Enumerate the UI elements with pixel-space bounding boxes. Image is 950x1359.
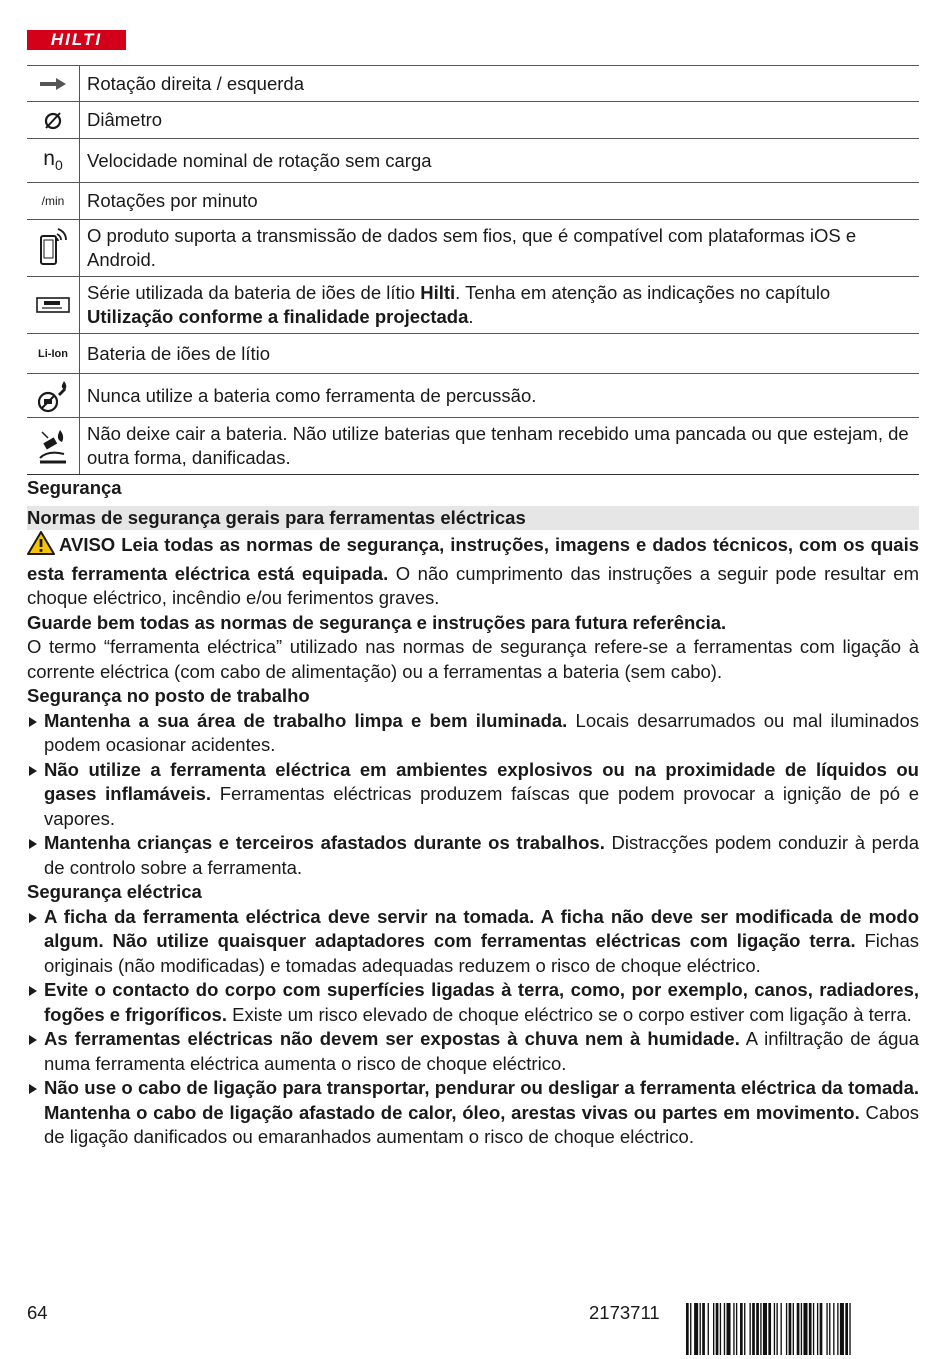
symbol-row — [27, 102, 919, 139]
symbol-description: Diâmetro — [80, 102, 920, 139]
symbol-row — [27, 374, 919, 418]
warning-paragraph: AVISO Leia todas as normas de segurança, instruções, imagens e dados técnicos, com os quais esta ferramenta eléctrica está equipada. O não cumprimento das instruções a seguir pode resultar em choque eléctrico, incêndio e/ou ferimentos graves. — [27, 531, 919, 611]
workplace-title: Segurança no posto de trabalho — [27, 685, 310, 706]
subsection-title: Normas de segurança gerais para ferramentas eléctricas — [27, 506, 919, 531]
symbol-row — [27, 220, 919, 277]
bullet-triangle-icon — [29, 839, 37, 849]
symbol-description: Série utilizada da bateria de iões de lítio Hilti. Tenha em atenção as indicações no capítulo Utilização conforme a finalidade projectada. — [80, 277, 920, 334]
symbol-row — [27, 334, 919, 374]
electrical-title: Segurança eléctrica — [27, 881, 202, 902]
term-definition: O termo “ferramenta eléctrica” utilizado nas normas de segurança refere-se a ferramentas com ligação à corrente eléctrica (com cabo de alimentação) ou a ferramentas a bateria (sem cabo). — [27, 636, 919, 682]
section-divider — [27, 474, 919, 475]
list-item: Mantenha a sua área de trabalho limpa e bem iluminada. Locais desarrumados ou mal iluminados podem ocasionar acidentes. — [27, 709, 919, 758]
symbols-table — [27, 65, 919, 475]
document-code: 2173711 — [589, 1302, 660, 1323]
symbol-row — [27, 277, 919, 334]
electrical-list — [27, 905, 919, 1150]
section-title: Segurança — [27, 477, 122, 498]
symbol-description: Rotação direita / esquerda — [80, 66, 920, 102]
list-item: As ferramentas eléctricas não devem ser expostas à chuva nem à humidade. A infiltração de água numa ferramenta eléctrica aumenta o risco de choque eléctrico. — [27, 1027, 919, 1076]
no-drop-battery-icon — [27, 418, 80, 475]
battery-series-icon — [27, 277, 80, 334]
safety-section — [27, 476, 919, 1150]
warning-icon — [27, 531, 55, 562]
symbol-description: O produto suporta a transmissão de dados sem fios, que é compatível com plataformas iOS e Android. — [80, 220, 920, 277]
list-item: Não utilize a ferramenta eléctrica em ambientes explosivos ou na proximidade de líquidos ou gases inflamáveis. Ferramentas eléctricas produzem faíscas que podem provocar a ignição de pó e vapores. — [27, 758, 919, 832]
wireless-phone-icon — [27, 220, 80, 277]
keep-instructions: Guarde bem todas as normas de segurança e instruções para futura referência. — [27, 611, 727, 633]
symbol-description: Bateria de iões de lítio — [80, 334, 920, 374]
li-ion-icon: Li-Ion — [27, 334, 80, 374]
bullet-triangle-icon — [29, 717, 37, 727]
symbol-row — [27, 183, 919, 220]
bullet-triangle-icon — [29, 1035, 37, 1045]
symbol-description: Nunca utilize a bateria como ferramenta de percussão. — [80, 374, 920, 418]
bullet-triangle-icon — [29, 986, 37, 996]
symbol-row — [27, 66, 919, 102]
per-minute-icon: /min — [27, 183, 80, 220]
barcode-icon — [686, 1303, 918, 1355]
arrow-right-icon — [27, 66, 80, 102]
hilti-logo: HILTI — [27, 30, 126, 50]
list-item: Mantenha crianças e terceiros afastados durante os trabalhos. Distracções podem conduzir à perda de controlo sobre a ferramenta. — [27, 831, 919, 880]
no-hammer-battery-icon — [27, 374, 80, 418]
diameter-icon — [27, 102, 80, 139]
bullet-triangle-icon — [29, 766, 37, 776]
bullet-triangle-icon — [29, 913, 37, 923]
page-number: 64 — [27, 1302, 48, 1323]
list-item: Evite o contacto do corpo com superfícies ligadas à terra, como, por exemplo, canos, radiadores, fogões e frigoríficos. Existe um risco elevado de choque eléctrico se o corpo estiver com ligação à terra. — [27, 978, 919, 1027]
list-item: A ficha da ferramenta eléctrica deve servir na tomada. A ficha não deve ser modificada de modo algum. Não utilize quaisquer adaptadores com ferramentas eléctricas com ligação terra. Fichas originais (não modificadas) e tomadas adequadas reduzem o risco de choque eléctrico. — [27, 905, 919, 979]
symbol-row — [27, 418, 919, 475]
symbol-description: Velocidade nominal de rotação sem carga — [80, 139, 920, 183]
n0-icon: $n_0$ — [27, 139, 80, 183]
list-item: Não use o cabo de ligação para transportar, pendurar ou desligar a ferramenta eléctrica da tomada. Mantenha o cabo de ligação afastado de calor, óleo, arestas vivas ou partes em movimento. Cabos de ligação danificados ou emaranhados aumentam o risco de choque eléctrico. — [27, 1076, 919, 1150]
symbol-row — [27, 139, 919, 183]
symbol-description: Não deixe cair a bateria. Não utilize baterias que tenham recebido uma pancada ou que estejam, de outra forma, danificadas. — [80, 418, 920, 475]
bullet-triangle-icon — [29, 1084, 37, 1094]
workplace-list — [27, 709, 919, 881]
symbol-description: Rotações por minuto — [80, 183, 920, 220]
